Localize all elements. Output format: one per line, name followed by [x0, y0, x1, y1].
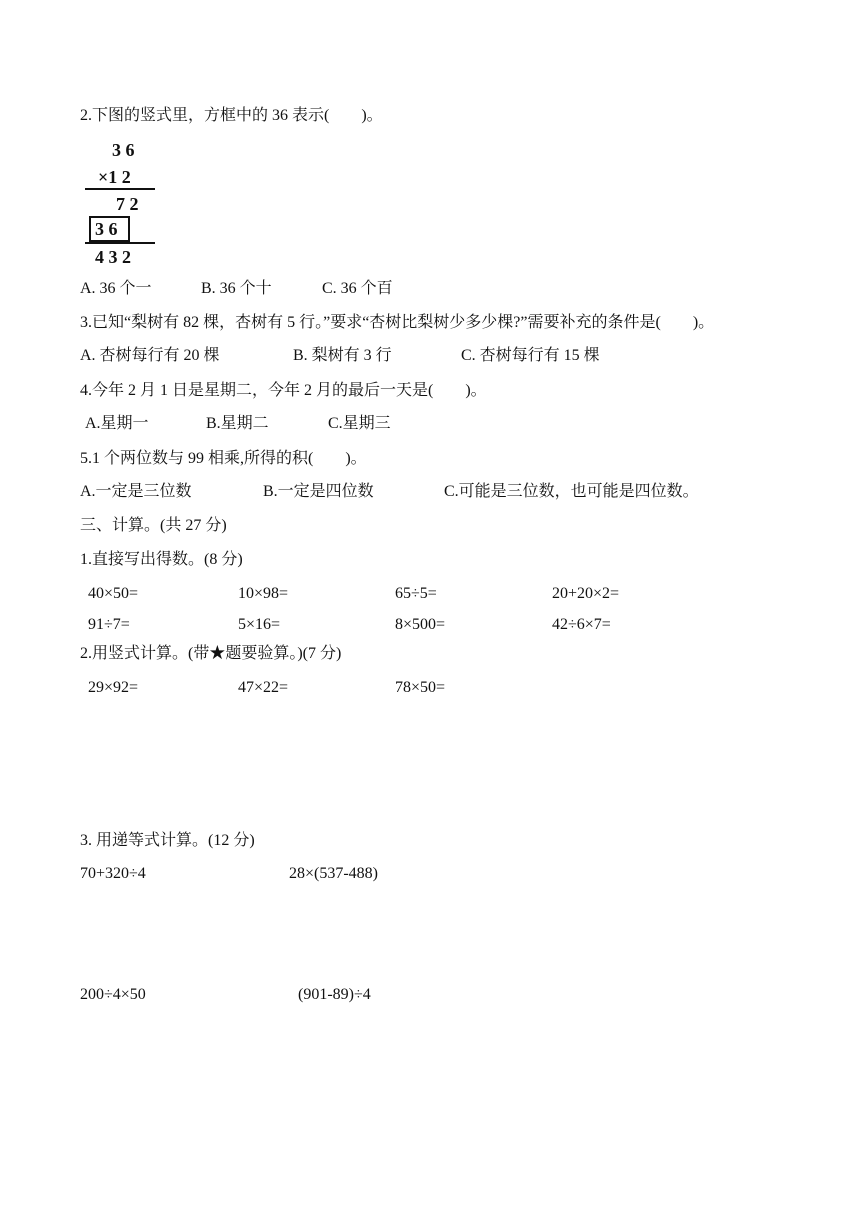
q3-option-b: B. 梨树有 3 行 [293, 347, 392, 364]
vertical-multiplicand: 3 6 [112, 140, 135, 160]
vertical-calc-item: 29×92= [88, 679, 139, 696]
calc-item: 40×50= [88, 585, 139, 602]
q2-option-a: A. 36 个一 [80, 280, 152, 297]
part-1-title: 1.直接写出得数。(8 分) [80, 551, 243, 568]
step-calc-item: 200÷4×50 [80, 986, 146, 1003]
calc-item: 42÷6×7= [552, 616, 611, 633]
calc-item: 5×16= [238, 616, 281, 633]
vertical-rule-2 [85, 242, 155, 244]
question-4-stem: 4.今年 2 月 1 日是星期二，今年 2 月的最后一天是( )。 [80, 382, 487, 399]
q2-option-c: C. 36 个百 [322, 280, 393, 297]
q4-option-b: B.星期二 [206, 415, 269, 432]
calc-item: 10×98= [238, 585, 289, 602]
calc-item: 8×500= [395, 616, 446, 633]
vertical-partial-2: 3 6 [95, 219, 118, 239]
q4-option-a: A.星期一 [85, 415, 149, 432]
q5-option-a: A.一定是三位数 [80, 483, 192, 500]
section-3-heading: 三、计算。(共 27 分) [80, 517, 227, 534]
step-calc-item: 28×(537-488) [289, 865, 379, 882]
vertical-multiplier: ×1 2 [98, 167, 131, 187]
part-3-title: 3. 用递等式计算。(12 分) [80, 832, 255, 849]
q3-option-a: A. 杏树每行有 20 棵 [80, 347, 220, 364]
calc-item: 20+20×2= [552, 585, 620, 602]
q2-option-b: B. 36 个十 [201, 280, 272, 297]
vertical-calc-item: 78×50= [395, 679, 446, 696]
step-calc-item: 70+320÷4 [80, 865, 146, 882]
vertical-calc-item: 47×22= [238, 679, 289, 696]
vertical-rule-1 [85, 188, 155, 190]
question-3-stem: 3.已知“梨树有 82 棵，杏树有 5 行。”要求“杏树比梨树少多少棵?”需要补充的条件是( )。 [80, 314, 715, 331]
question-5-stem: 5.1 个两位数与 99 相乘,所得的积( )。 [80, 450, 367, 467]
question-2-stem: 2.下图的竖式里，方框中的 36 表示( )。 [80, 107, 383, 124]
q4-option-c: C.星期三 [328, 415, 391, 432]
q5-option-b: B.一定是四位数 [263, 483, 374, 500]
part-2-title: 2.用竖式计算。(带★题要验算。)(7 分) [80, 645, 342, 662]
calc-item: 65÷5= [395, 585, 437, 602]
q3-option-c: C. 杏树每行有 15 棵 [461, 347, 600, 364]
q5-option-c: C.可能是三位数，也可能是四位数。 [444, 483, 699, 500]
step-calc-item: (901-89)÷4 [298, 986, 371, 1003]
vertical-partial-1: 7 2 [116, 194, 139, 214]
calc-item: 91÷7= [88, 616, 130, 633]
vertical-product: 4 3 2 [95, 247, 131, 267]
